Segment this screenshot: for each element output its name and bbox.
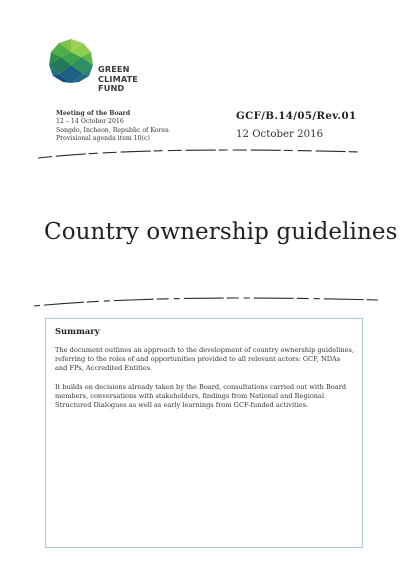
summary-paragraph: The document outlines an approach to the development of country ownership guidelines, referring to the roles of and opportunities provided to all relevant actors: GCF, NDAs and FPs, Accredited Entities. — [55, 346, 354, 373]
summary-paragraph: It builds on decisions already taken by the Board, consultations carried out with Board members, conversations with stakeholders, findings from National and Regional Structured Dialogues as well as early learnings from GCF-funded activities. — [55, 382, 347, 410]
document-reference — [236, 110, 356, 140]
document-number: GCF/B.14/05/Rev.01 — [236, 110, 357, 122]
meeting-location: Songdo, Incheon, Republic of Korea — [56, 126, 169, 134]
summary-box — [45, 318, 363, 548]
meeting-title: Meeting of the Board — [56, 110, 131, 117]
top-divider — [0, 146, 414, 164]
document-title: Country ownership guidelines — [44, 219, 398, 245]
meeting-agenda-item: Provisional agenda item 10(c) — [56, 134, 150, 142]
meeting-info — [56, 110, 169, 143]
summary-heading: Summary — [55, 326, 100, 336]
bottom-divider — [0, 292, 414, 310]
document-date: 12 October 2016 — [236, 129, 324, 140]
green-climate-fund-logo — [48, 38, 208, 98]
meeting-dates: 12 – 14 October 2016 — [56, 118, 124, 126]
globe-icon — [48, 38, 94, 84]
logo-wordmark: GREEN CLIMATE FUND — [98, 64, 138, 94]
